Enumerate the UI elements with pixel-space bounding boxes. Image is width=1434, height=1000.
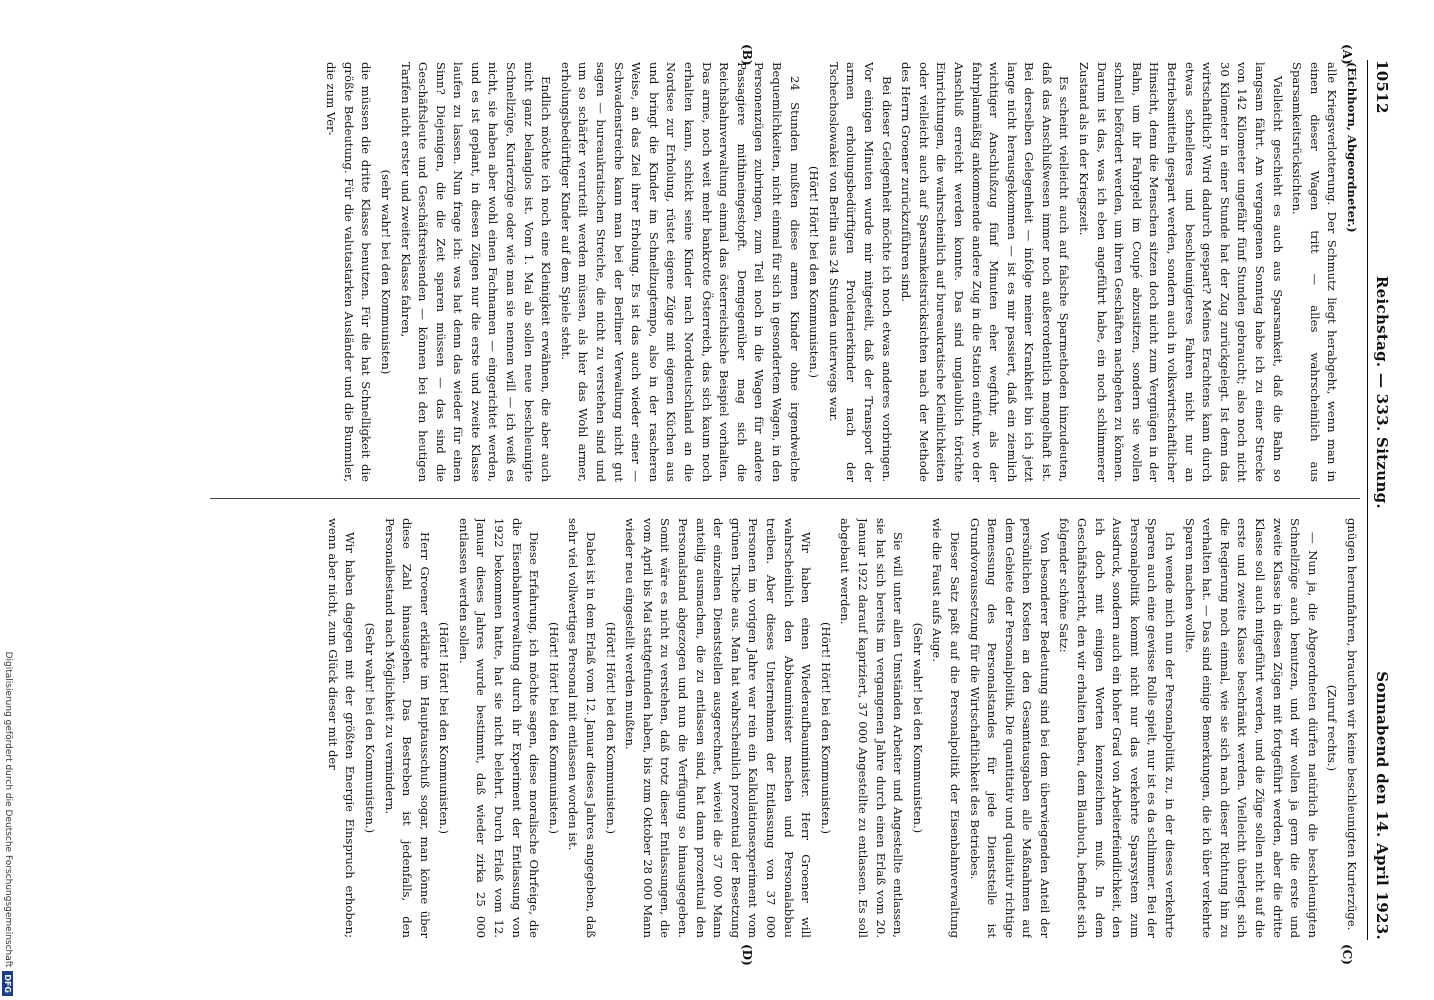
paragraph: Sie will unter allen Umständen Arbeiter und Angestellte entlassen, sie hat sich bereits im vergangenen Jahre durch einen Erlaß vom 20. Januar 1922 darauf kapriziert, 37 000 Angestellte zu entlassen. Es soll abgebaut werden. [838,518,906,938]
paragraph: Ich wende mich nun der Personalpolitik zu, in der dieses verkehrte Sparen auch eine gewisse Rolle spielt, nur ist es da schlimmer. Bei der Personalpolitik kommt nicht nur das verkehrte Sparsystem zum Ausdruck, sondern auch ein hoher Grad von Arbeiterfeindlichkeit, den ich doch mit einigen Worten kennzeichnen muß. In dem Geschäftsbericht, den wir erhalten haben, dem Blaubuch, befindet sich folgender schöne Satz: [1057,518,1178,938]
interjection: (Hört! Hört! bei den Kommunisten.) [807,165,822,378]
column-divider [210,498,1360,499]
interjection: (Zuruf rechts.) [1325,684,1340,772]
quotation: Von besonderer Bedeutung sind bei dem überwiegenden Anteil der persönlichen Kosten an den Gesamtausgaben alle Maßnahmen auf dem Gebiete der Personalpolitik. Die quantitativ und qualitativ richtige Bemessung des Personalstandes für jede Dienststelle ist Grundvoraussetzung für die Wirtschaftlichkeit des Betriebes. [967,518,1052,938]
left-column [210,62,1360,482]
margin-marker-b: (B) [740,44,754,66]
paragraph: gnügen herumfahren, brauchen wir keine beschleunigten Kurierzüge. [1345,518,1359,931]
paragraph: Diese Erfahrung, ich möchte sagen, diese moralische Ohrfeige, die die Eisenbahnverwaltung durch ihr Experiment der Entlassung von 1922 bekommen hatte, hat sie nicht belehrt. Durch Erlaß vom 12. Januar dieses Jahres wurde bestimmt, daß wieder zirka 25 000 entlassen werden sollen. [456,518,542,938]
page-number: 10512 [1373,60,1391,114]
session-date: Sonnabend den 14. April 1923. [1373,671,1391,940]
digitization-credit [2,652,14,996]
paragraph: alle Kriegsverlotterung. Der Schmutz liegt herabgeht, wenn man in einen dieser Wagen tritt — alles wahrscheinlich aus Sparsamkeitsrücksichten. [1290,62,1340,482]
paragraph: Dabei ist in dem Erlaß vom 12. Januar dieses Jahres angegeben, daß sehr viel vollwertiges Personal mit entlassen worden ist. [566,518,599,938]
paragraph: Herr Groener erklärte im Hauptausschuß sogar, man könne über diese Zahl hinausgehen. Das Bestreben ist jedenfalls, den Personalbestand nach Möglichkeit zu vermindern. [382,518,432,938]
paragraph: Dieser Satz paßt auf die Personalpolitik der Eisenbahnverwaltung wie die Faust aufs Auge. [930,518,962,938]
paragraph: Es scheint vielleicht auch auf falsche Sparmethoden hinzudeuten, daß das Anschlußwesen immer noch außerordentlich mangelhaft ist. Bei derselben Gelegenheit — infolge meiner Krankheit bin ich jetzt lange nicht herausgekommen — ist es mir passiert, daß ein ziemlich wichtiger Anschlußzug fünf Minuten eher wegfuhr, als der fahrplanmäßig ankommende andere Zug in die Station einfuhr, wo der Anschluß erreicht werden konnte. Das sind unglaublich törichte Einrichtungen, die wahrscheinlich auf bureaukratische Kleinlichkeiten oder vielleicht auch auf Sparsamkeitsrücksichten nach der Methode des Herrn Groener zurückzuführen sind. [899,62,1072,482]
dfg-logo-icon: DFG [3,971,14,996]
interjection: (Hört! Hört! bei den Kommunisten.) [437,621,452,834]
page-footer [0,0,14,1000]
margin-marker-d: (D) [740,944,754,966]
interjection: (Hört! Hört! bei den Kommunisten.) [603,621,618,834]
interjection: (Hört! Hört! bei den Kommunisten.) [546,621,561,834]
right-column [210,518,1360,938]
session-title: Reichstag. — 333. Sitzung. [1373,275,1391,509]
paragraph: Wir haben einen Wiederaufbauminister. Herr Groener will wahrscheinlich den Abbauminister machen und Personalabbau treiben. Aber dieses Unternehmen der Entlassung von 37 000 Personen im vorigen Jahre war rein ein Kalkulationsexperiment vom grünen Tische aus. Man hat wahrscheinlich prozentual der Besetzung der einzelnen Dienststellen ausgerechnet, wieviel die 37 000 Mann anteilig ausmachen, die zu entlassen sind, hat dann prozentual den Personalstand abgezogen und nun die Verfügung so hinausgegeben. Somit wäre es nicht zu verstehen, daß trotz dieser Entlassungen, die vom April bis Mai stattgefunden haben, bis zum Oktober 28 000 Mann wieder neu eingestellt werden mußten. [623,518,814,938]
page-header [1370,60,1394,940]
interjection: (Sehr wahr! bei den Kommunisten.) [362,622,377,834]
paragraph: die müssen die dritte Klasse benutzen. Für die hat Schnelligkeit die größte Bedeutung. Für die valutastarken Ausländer und die Bummler, die zum Ver- [324,62,374,482]
paragraph: Wir haben dagegen mit der größten Energie Einspruch erhoben; wenn aber nicht, zum Glück dieser mit der [325,518,358,938]
speaker-name: (Eichhorn, Abgeordneter.) [1345,62,1359,233]
paragraph: Endlich möchte ich noch eine Kleinigkeit erwähnen, die aber auch nicht ganz belanglos ist. Vom 1. Mai ab sollen neue beschleunigte Schnellzüge, Kurierzüge oder wie man sie nennen will — ich weiß es nicht, sie haben aber wohl einen Fachnamen — eingerichtet werden, und es ist geplant, in diesen Zügen nur die erste und zweite Klasse laufen zu lassen. Nun frage ich: was hat denn das wieder für einen Sinn? Diejenigen, die die Zeit sparen müssen — das sind die Geschäftsleute und Geschäftsreisenden — können bei den heutigen Tarifen nicht erster und zweiter Klasse fahren, [398,62,554,482]
interjection: (sehr wahr! bei den Kommunisten) [378,169,393,375]
paragraph: — Nun ja, die Abgeordneten dürfen natürlich die beschleunigten Schnellzüge auch benutzen, und wir wollen ja gern die erste und zweite Klasse in diesen Zügen mit fortgeführt werden, aber die dritte Klasse soll auch mitgeführt werden, und die Züge sollen nicht auf die erste und zweite Klasse beschränkt werden. Vielleicht überlegt sich die Regierung noch einmal, wie sie sich nach dieser Richtung hin zu verhalten hat. — Das sind einige Bemerkungen, die ich über verkehrte Sparen machen wollte. [1182,518,1320,938]
paragraph: Vielleicht geschieht es auch aus Sparsamkeit, daß die Bahn so langsam fährt. Am vergangenen Sonntag habe ich zu einer Strecke von 142 Kilometer ungefähr fünf Stunden gebraucht; also noch nicht 30 Kilometer in einer Stunde hat der Zug zurückgelegt. Ist denn das wirtschaftlich? Wird dadurch gespart? Meines Erachtens kann durch etwas schnelleres und beschleunigteres Fahren nicht nur an Betriebsmitteln gespart werden, sondern auch in volkswirtschaftlicher Hinsicht, denn die Menschen sitzen doch nicht zum Vergnügen in der Bahn, um ihr Fahrgeld im Coupé abzusitzen, sondern sie wollen schnell befördert werden, um ihren Geschäften nachgehen zu können. Darum ist das, was ich eben angeführt habe, ein noch schlimmerer Zustand als in der Kriegszeit. [1077,62,1285,482]
paragraph: Bei dieser Gelegenheit möchte ich noch etwas anderes vorbringen. Vor einigen Minuten wurde mir mitgeteilt, daß der Transport der armen erholungsbedürftigen Proletarierkinder nach der Tschechoslowakei von Berlin aus 24 Stunden unterwegs war. [826,62,894,482]
paragraph: 24 Stunden mußten diese armen Kinder ohne irgendwelche Bequemlichkeiten, nicht einmal für sich in gesondertem Wagen, in den Personenzügen zubringen, zum Teil noch in die Wagen für andere Passagiere mithineingestopft. Demgegenüber mag sich die Reichsbahnverwaltung einmal das österreichische Beispiel vorhalten. Das arme, noch weit mehr bankrotte Österreich, das sich kaum noch erhalten kann, schickt seine Kinder nach Norddeutschland an die Nordsee zur Erholung, rüstet eigene Züge mit eigenen Küchen aus und bringt die Kinder im Schnellzugtempo, also in der rascheren Weise, an das Ziel ihrer Erholung. Es ist das auch wieder einer — Schwadenstreiche kann man bei der Berliner Verwaltung nicht gut sagen — bureaukratischen Streiche, die nicht zu verstehen sind und um so schärfer verurteilt werden müssen, als hier das Wohl armer, erholungsbedürftiger Kinder auf dem Spiele steht. [558,62,802,482]
interjection: (Sehr wahr! bei den Kommunisten.) [910,622,925,834]
header-rule [1367,60,1368,940]
margin-marker-c: (C) [1340,944,1354,965]
credit-text: Digitalisierung gefördert durch die Deutsche Forschungsgemeinschaft [3,651,13,968]
margin-marker-a: (A) [1340,44,1354,65]
interjection: (Hört! Hört! bei den Kommunisten.) [818,621,833,834]
